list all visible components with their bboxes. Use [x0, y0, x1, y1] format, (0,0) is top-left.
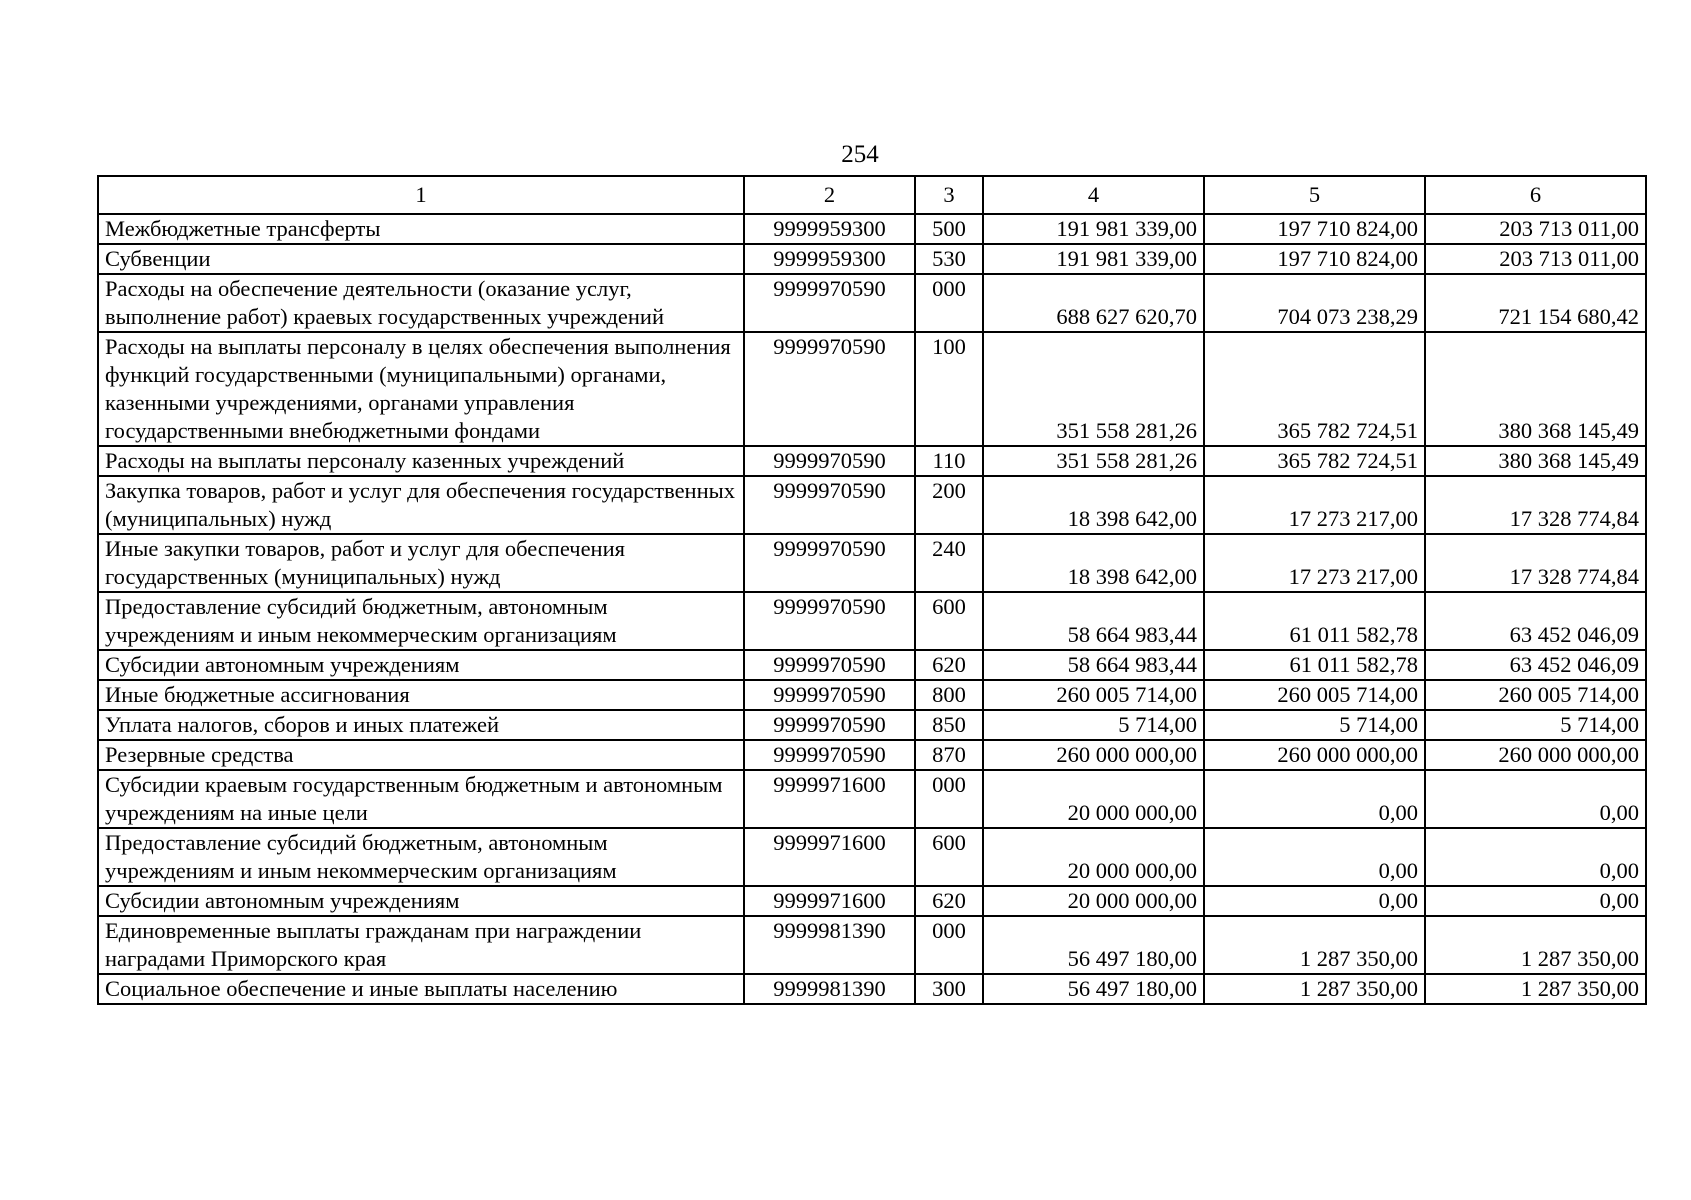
amount-cell: 17 273 217,00	[1204, 534, 1425, 592]
amount-cell: 56 497 180,00	[983, 916, 1204, 974]
expense-type-cell: 530	[915, 244, 983, 274]
expense-type-cell: 850	[915, 710, 983, 740]
amount-cell: 260 005 714,00	[983, 680, 1204, 710]
target-code-cell: 9999970590	[744, 710, 915, 740]
page-number: 254	[841, 141, 879, 168]
amount-cell: 61 011 582,78	[1204, 592, 1425, 650]
expense-type-cell: 000	[915, 770, 983, 828]
amount-cell: 0,00	[1425, 770, 1646, 828]
column-header: 4	[983, 176, 1204, 214]
amount-cell: 1 287 350,00	[1425, 974, 1646, 1004]
expense-type-cell: 870	[915, 740, 983, 770]
amount-cell: 191 981 339,00	[983, 244, 1204, 274]
table-row	[98, 886, 1646, 916]
expense-name-cell: Субсидии краевым государственным бюджетным и автономным учреждениям на иные цели	[98, 770, 744, 828]
target-code-cell: 9999970590	[744, 476, 915, 534]
amount-cell: 17 328 774,84	[1425, 476, 1646, 534]
amount-cell: 260 000 000,00	[1425, 740, 1646, 770]
amount-cell: 704 073 238,29	[1204, 274, 1425, 332]
target-code-cell: 9999970590	[744, 332, 915, 446]
amount-cell: 17 328 774,84	[1425, 534, 1646, 592]
target-code-cell: 9999971600	[744, 886, 915, 916]
column-header: 3	[915, 176, 983, 214]
expense-name-cell: Расходы на обеспечение деятельности (оказание услуг, выполнение работ) краевых государственных учреждений	[98, 274, 744, 332]
table-row	[98, 214, 1646, 244]
expense-name-cell: Закупка товаров, работ и услуг для обеспечения государственных (муниципальных) нужд	[98, 476, 744, 534]
expense-type-cell: 600	[915, 592, 983, 650]
target-code-cell: 9999981390	[744, 916, 915, 974]
amount-cell: 260 005 714,00	[1204, 680, 1425, 710]
expense-name-cell: Субсидии автономным учреждениям	[98, 650, 744, 680]
table-row	[98, 274, 1646, 332]
header-row	[98, 176, 1646, 214]
expense-type-cell: 100	[915, 332, 983, 446]
amount-cell: 58 664 983,44	[983, 592, 1204, 650]
table-row	[98, 446, 1646, 476]
amount-cell: 0,00	[1204, 828, 1425, 886]
amount-cell: 197 710 824,00	[1204, 244, 1425, 274]
table-row	[98, 592, 1646, 650]
target-code-cell: 9999970590	[744, 592, 915, 650]
expense-name-cell: Уплата налогов, сборов и иных платежей	[98, 710, 744, 740]
expense-name-cell: Субсидии автономным учреждениям	[98, 886, 744, 916]
expense-type-cell: 000	[915, 274, 983, 332]
amount-cell: 688 627 620,70	[983, 274, 1204, 332]
target-code-cell: 9999971600	[744, 828, 915, 886]
expense-name-cell: Единовременные выплаты гражданам при награждении наградами Приморского края	[98, 916, 744, 974]
amount-cell: 351 558 281,26	[983, 332, 1204, 446]
amount-cell: 63 452 046,09	[1425, 592, 1646, 650]
amount-cell: 5 714,00	[1425, 710, 1646, 740]
expense-name-cell: Расходы на выплаты персоналу в целях обеспечения выполнения функций государственными (муниципальными) органами, казенными учреждениями, органами управления государственными внебюджетными фондами	[98, 332, 744, 446]
amount-cell: 721 154 680,42	[1425, 274, 1646, 332]
expense-name-cell: Межбюджетные трансферты	[98, 214, 744, 244]
column-header: 5	[1204, 176, 1425, 214]
amount-cell: 191 981 339,00	[983, 214, 1204, 244]
target-code-cell: 9999970590	[744, 740, 915, 770]
amount-cell: 20 000 000,00	[983, 770, 1204, 828]
table-row	[98, 828, 1646, 886]
amount-cell: 0,00	[1204, 886, 1425, 916]
amount-cell: 20 000 000,00	[983, 886, 1204, 916]
table-row	[98, 680, 1646, 710]
expense-type-cell: 200	[915, 476, 983, 534]
amount-cell: 20 000 000,00	[983, 828, 1204, 886]
amount-cell: 260 000 000,00	[1204, 740, 1425, 770]
target-code-cell: 9999970590	[744, 274, 915, 332]
amount-cell: 1 287 350,00	[1425, 916, 1646, 974]
expense-type-cell: 800	[915, 680, 983, 710]
amount-cell: 365 782 724,51	[1204, 332, 1425, 446]
amount-cell: 0,00	[1204, 770, 1425, 828]
amount-cell: 380 368 145,49	[1425, 446, 1646, 476]
amount-cell: 1 287 350,00	[1204, 974, 1425, 1004]
target-code-cell: 9999970590	[744, 534, 915, 592]
expense-name-cell: Социальное обеспечение и иные выплаты населению	[98, 974, 744, 1004]
table-row	[98, 534, 1646, 592]
amount-cell: 1 287 350,00	[1204, 916, 1425, 974]
expense-type-cell: 000	[915, 916, 983, 974]
expense-type-cell: 300	[915, 974, 983, 1004]
expense-type-cell: 620	[915, 886, 983, 916]
target-code-cell: 9999971600	[744, 770, 915, 828]
amount-cell: 365 782 724,51	[1204, 446, 1425, 476]
amount-cell: 56 497 180,00	[983, 974, 1204, 1004]
amount-cell: 58 664 983,44	[983, 650, 1204, 680]
amount-cell: 17 273 217,00	[1204, 476, 1425, 534]
amount-cell: 5 714,00	[983, 710, 1204, 740]
expense-type-cell: 110	[915, 446, 983, 476]
target-code-cell: 9999981390	[744, 974, 915, 1004]
expense-type-cell: 240	[915, 534, 983, 592]
amount-cell: 61 011 582,78	[1204, 650, 1425, 680]
target-code-cell: 9999959300	[744, 214, 915, 244]
table-row	[98, 770, 1646, 828]
amount-cell: 380 368 145,49	[1425, 332, 1646, 446]
amount-cell: 18 398 642,00	[983, 534, 1204, 592]
target-code-cell: 9999970590	[744, 446, 915, 476]
expense-name-cell: Резервные средства	[98, 740, 744, 770]
column-header: 1	[98, 176, 744, 214]
amount-cell: 203 713 011,00	[1425, 244, 1646, 274]
expense-type-cell: 600	[915, 828, 983, 886]
amount-cell: 63 452 046,09	[1425, 650, 1646, 680]
expense-name-cell: Иные закупки товаров, работ и услуг для обеспечения государственных (муниципальных) нужд	[98, 534, 744, 592]
column-header: 6	[1425, 176, 1646, 214]
expense-name-cell: Расходы на выплаты персоналу казенных учреждений	[98, 446, 744, 476]
amount-cell: 260 005 714,00	[1425, 680, 1646, 710]
expense-name-cell: Предоставление субсидий бюджетным, автономным учреждениям и иным некоммерческим организациям	[98, 828, 744, 886]
column-header: 2	[744, 176, 915, 214]
table-row	[98, 332, 1646, 446]
amount-cell: 351 558 281,26	[983, 446, 1204, 476]
amount-cell: 260 000 000,00	[983, 740, 1204, 770]
expense-name-cell: Предоставление субсидий бюджетным, автономным учреждениям и иным некоммерческим организациям	[98, 592, 744, 650]
table-row	[98, 710, 1646, 740]
amount-cell: 0,00	[1425, 828, 1646, 886]
expense-name-cell: Иные бюджетные ассигнования	[98, 680, 744, 710]
amount-cell: 197 710 824,00	[1204, 214, 1425, 244]
amount-cell: 0,00	[1425, 886, 1646, 916]
expense-type-cell: 620	[915, 650, 983, 680]
target-code-cell: 9999970590	[744, 680, 915, 710]
table-row	[98, 974, 1646, 1004]
budget-table	[97, 175, 1647, 1005]
expense-name-cell: Субвенции	[98, 244, 744, 274]
table-row	[98, 740, 1646, 770]
expense-type-cell: 500	[915, 214, 983, 244]
table-row	[98, 244, 1646, 274]
target-code-cell: 9999959300	[744, 244, 915, 274]
table-row	[98, 476, 1646, 534]
table-row	[98, 650, 1646, 680]
target-code-cell: 9999970590	[744, 650, 915, 680]
amount-cell: 5 714,00	[1204, 710, 1425, 740]
table-row	[98, 916, 1646, 974]
amount-cell: 203 713 011,00	[1425, 214, 1646, 244]
amount-cell: 18 398 642,00	[983, 476, 1204, 534]
